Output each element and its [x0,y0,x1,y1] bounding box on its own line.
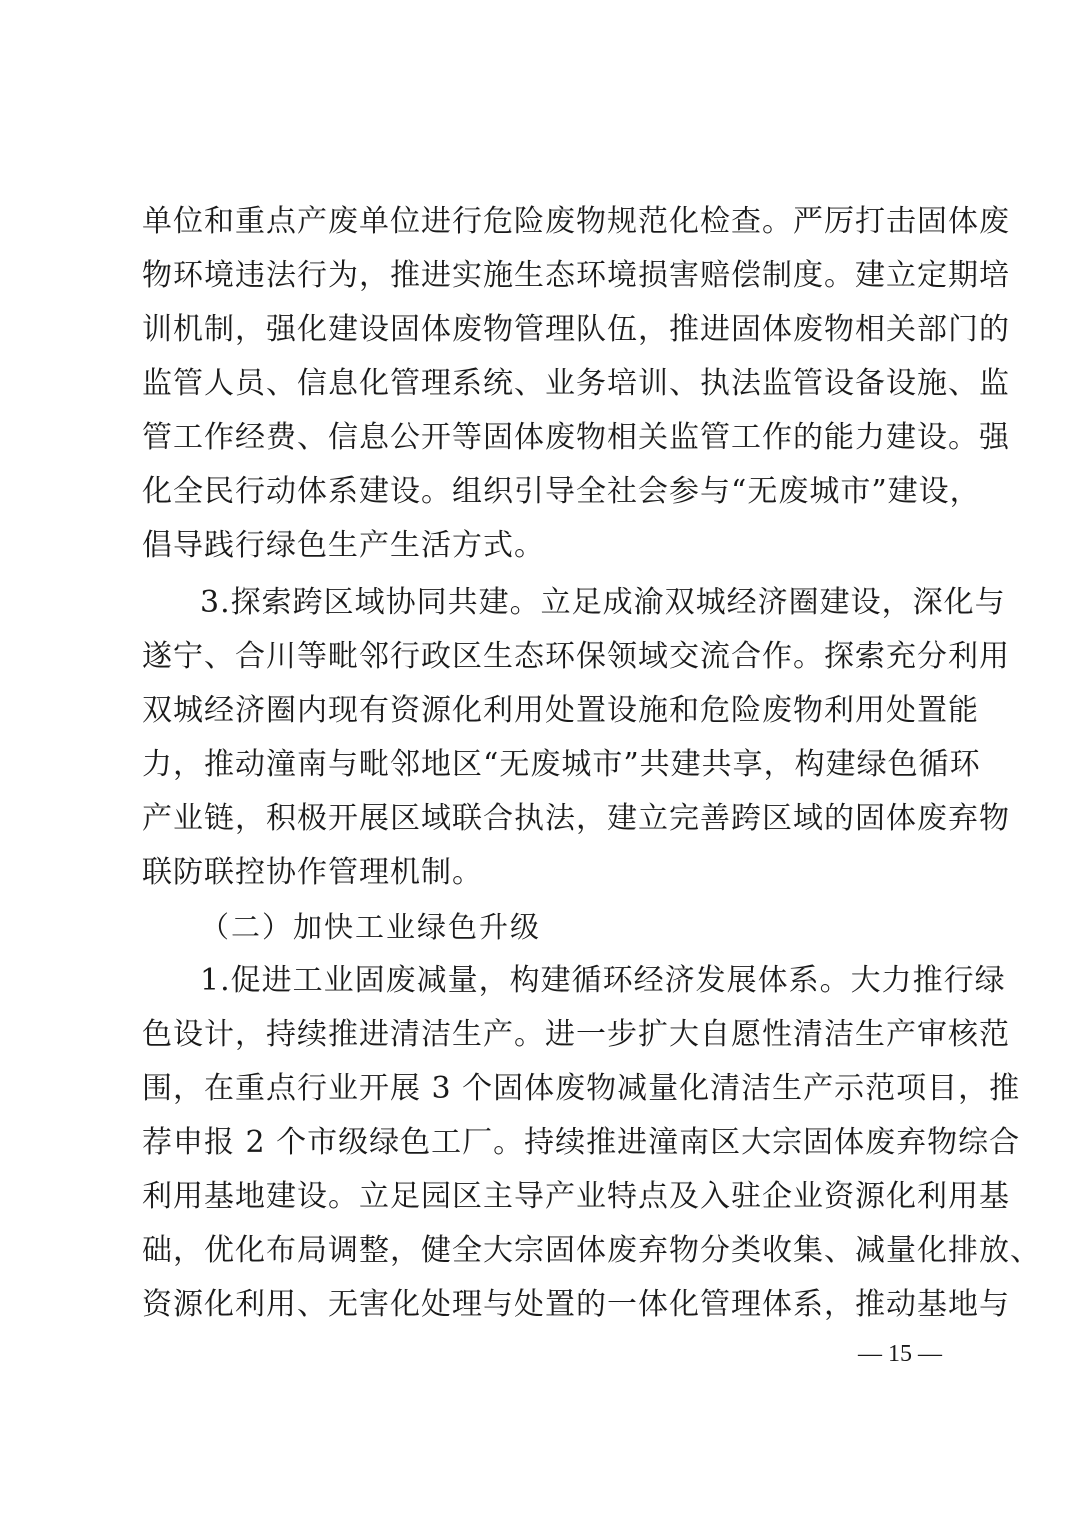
text-line: 资源化利用、无害化处理与处置的一体化管理体系，推动基地与 [142,1287,1010,1322]
text-line: 化全民行动体系建设。组织引导全社会参与“无废城市”建设， [142,474,981,509]
text-line: 荐申报 2 个市级绿色工厂。持续推进潼南区大宗固体废弃物综合 [142,1125,1021,1160]
text-line: 遂宁、合川等毗邻行政区生态环保领域交流合作。探索充分利用 [142,639,1010,674]
text-line: 利用基地建设。立足园区主导产业特点及入驻企业资源化利用基 [142,1179,1010,1214]
text-line: 物环境违法行为，推进实施生态环境损害赔偿制度。建立定期培 [142,258,1010,293]
text-line: 单位和重点产废单位进行危险废物规范化检查。严厉打击固体废 [142,204,1010,239]
text-line: 力，推动潼南与毗邻地区“无废城市”共建共享，构建绿色循环 [142,747,981,782]
text-line: 监管人员、信息化管理系统、业务培训、执法监管设备设施、监 [142,366,1010,401]
text-line: 倡导践行绿色生产生活方式。 [142,528,545,563]
text-line: 训机制，强化建设固体废物管理队伍，推进固体废物相关部门的 [142,312,1010,347]
paragraph-first-line: 1.促进工业固废减量，构建循环经济发展体系。大力推行绿 [200,963,1006,998]
text-line: 础，优化布局调整，健全大宗固体废弃物分类收集、减量化排放、 [142,1233,1041,1268]
page-number: — 15 — [858,1341,942,1367]
section-heading: （二）加快工业绿色升级 [200,910,542,944]
text-line: 色设计，持续推进清洁生产。进一步扩大自愿性清洁生产审核范 [142,1017,1010,1052]
paragraph-first-line: 3.探索跨区域协同共建。立足成渝双城经济圈建设，深化与 [200,585,1006,620]
text-line: 联防联控协作管理机制。 [142,855,483,890]
text-line: 产业链，积极开展区域联合执法，建立完善跨区域的固体废弃物 [142,801,1010,836]
text-line: 管工作经费、信息公开等固体废物相关监管工作的能力建设。强 [142,420,1010,455]
text-line: 双城经济圈内现有资源化利用处置设施和危险废物利用处置能 [142,693,979,728]
text-line: 围，在重点行业开展 3 个固体废物减量化清洁生产示范项目，推 [142,1071,1021,1106]
